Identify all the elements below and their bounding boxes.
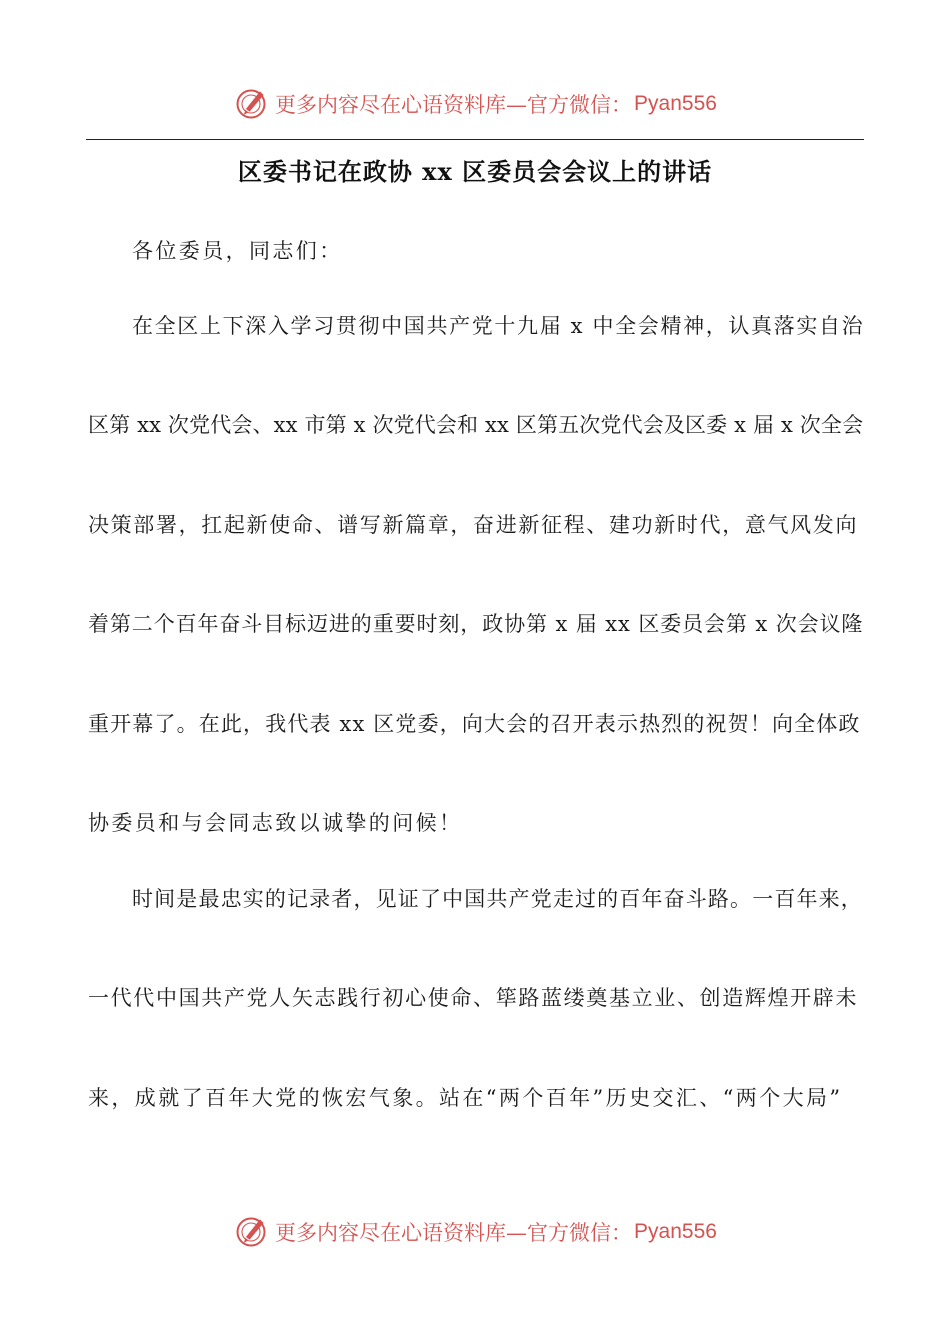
watermark-text: 更多内容尽在心语资料库—官方微信： bbox=[275, 93, 633, 117]
watermark-wechat-id: Pyan556 bbox=[634, 1220, 717, 1243]
pen-logo-icon bbox=[233, 86, 269, 122]
header-watermark bbox=[0, 82, 950, 126]
body-line: 区第 xx 次党代会、xx 市第 x 次党代会和 xx 区第五次党代会及区委 x 届 x 次全会 bbox=[88, 413, 864, 437]
body-line: 来，成就了百年大党的恢宏气象。站在“两个百年”历史交汇、“两个大局” bbox=[88, 1086, 843, 1110]
body-line: 协委员和与会同志致以诚挚的问候！ bbox=[88, 811, 463, 835]
pen-logo-icon bbox=[233, 1214, 269, 1250]
body-line: 在全区上下深入学习贯彻中国共产党十九届 x 中全会精神，认真落实自治 bbox=[132, 314, 865, 338]
body-line: 着第二个百年奋斗目标迈进的重要时刻，政协第 x 届 xx 区委员会第 x 次会议隆 bbox=[88, 612, 864, 636]
footer-watermark bbox=[0, 1210, 950, 1254]
body-line: 一代代中国共产党人矢志践行初心使命、筚路蓝缕奠基立业、创造辉煌开辟未 bbox=[88, 986, 859, 1010]
body-line: 重开幕了。在此，我代表 xx 区党委，向大会的召开表示热烈的祝贺！向全体政 bbox=[88, 712, 861, 736]
watermark-text: 更多内容尽在心语资料库—官方微信： bbox=[275, 1221, 633, 1245]
salutation-line: 各位委员，同志们： bbox=[132, 239, 343, 263]
body-line: 时间是最忠实的记录者，见证了中国共产党走过的百年奋斗路。一百年来， bbox=[132, 887, 863, 911]
document-title: 区委书记在政协 xx 区委员会会议上的讲话 bbox=[237, 157, 713, 186]
body-line: 决策部署，扛起新使命、谱写新篇章，奋进新征程、建功新时代，意气风发向 bbox=[88, 513, 859, 537]
watermark-wechat-id: Pyan556 bbox=[634, 92, 717, 115]
header-divider bbox=[86, 139, 864, 140]
